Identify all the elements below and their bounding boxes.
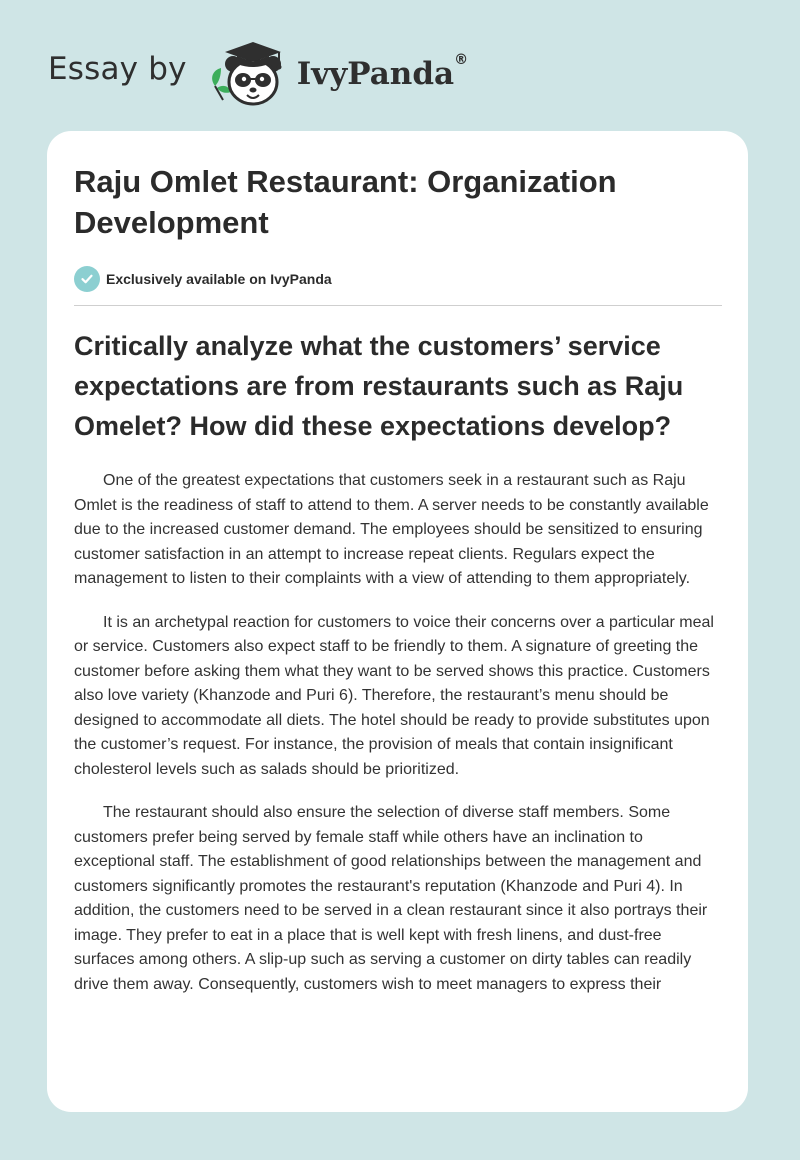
essay-question: Critically analyze what the customers’ service expectations are from restaurants such as Raju Omelet? How did these expectations develop? — [74, 331, 684, 441]
essay-title: Raju Omlet Restaurant: Organization Development — [74, 164, 617, 240]
paragraph-2: It is an archetypal reaction for customers to voice their concerns over a particular meal or service. Customers also expect staff to be friendly to them. A signature of greeting the customer before asking them what they want to be served shows this practice. Customers also love variety (Khanzode and Puri 6). Therefore, the restaurant’s menu should be designed to accommodate all diets. The hotel should be ready to provide substitutes upon the customer’s request. For instance, the provision of meals that contain insignificant cholesterol levels such as salads should be prioritized. — [74, 613, 714, 778]
essay-by-label: Essay by — [48, 51, 187, 87]
panda-graduate-icon[interactable] — [203, 34, 293, 114]
badge-text: Exclusively available on IvyPanda — [106, 271, 332, 287]
brand-name[interactable] — [296, 52, 469, 92]
check-icon — [74, 266, 100, 292]
paragraph-3: The restaurant should also ensure the selection of diverse staff members. Some customers prefer being served by female staff while others have an inclination to exceptional staff. The establishment of good relationships between the management and customers significantly promotes the restaurant's reputation (Khanzode and Puri 4). In addition, the customers need to be served in a clean restaurant since it also portrays their image. They prefer to eat in a place that is well kept with fresh linens, and dust-free surfaces among others. A slip-up such as serving a customer on dirty tables can readily drive them away. Consequently, customers wish to meet managers to express their — [74, 804, 708, 993]
divider — [74, 305, 722, 306]
registered-mark: ® — [454, 52, 469, 68]
paragraph-1: One of the greatest expectations that customers seek in a restaurant such as Raju Omlet is the readiness of staff to attend to them. A server needs to be constantly available due to the increased customer demand. The employees should be sensitized to ensuring customer satisfaction in an attempt to increase repeat clients. Regulars expect the management to listen to their complaints with a view of attending to them appropriately. — [74, 472, 709, 587]
exclusive-badge — [74, 265, 724, 293]
site-header — [48, 34, 468, 114]
essay-content — [74, 161, 724, 997]
brand-text: IvyPanda — [296, 56, 455, 92]
essay-card — [47, 131, 748, 1112]
